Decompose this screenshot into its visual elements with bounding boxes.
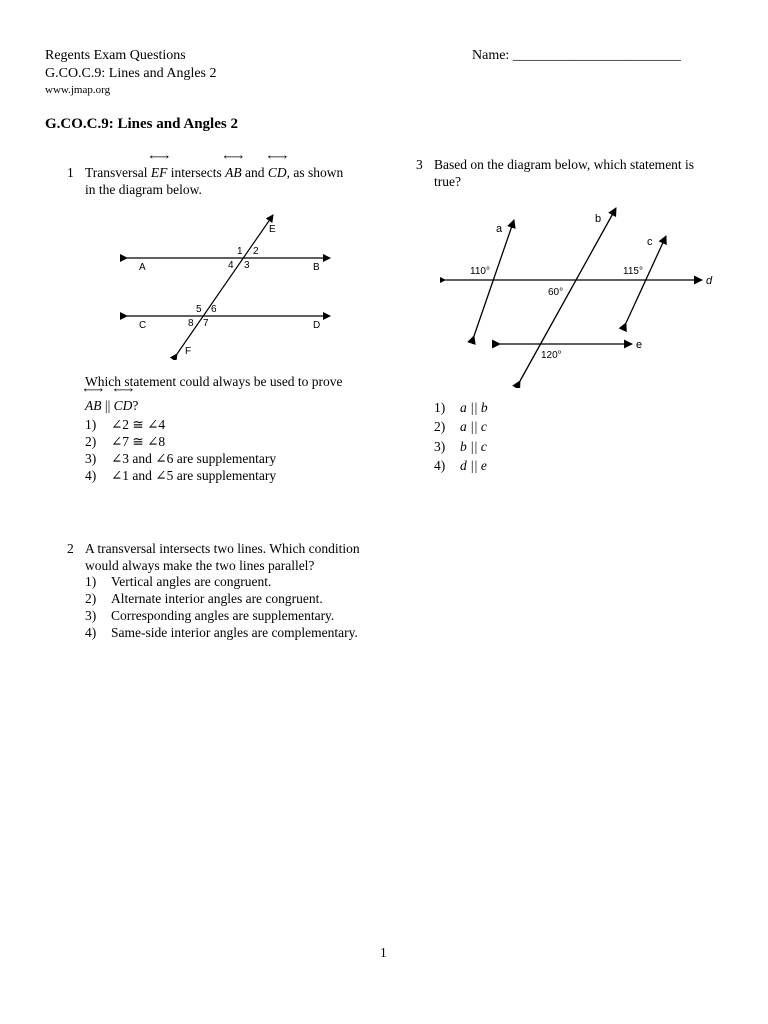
q1-text-a: Transversal bbox=[85, 165, 148, 180]
q3-stem-line1: Based on the diagram below, which statement is bbox=[434, 157, 695, 172]
angle-6: 6 bbox=[211, 304, 217, 315]
q3-choice-4-num: 4) bbox=[434, 458, 446, 473]
q2-choice-2-text: Alternate interior angles are congruent. bbox=[111, 591, 323, 606]
q2-stem-line1: A transversal intersects two lines. Which condition bbox=[85, 541, 360, 556]
q2-choice-4-text: Same-side interior angles are complementary. bbox=[111, 625, 358, 640]
label-D: D bbox=[313, 320, 321, 331]
angle-120: 120° bbox=[541, 350, 562, 361]
q1-line-cd: ⟷ CD bbox=[268, 164, 287, 181]
page-title: G.CO.C.9: Lines and Angles 2 bbox=[45, 116, 238, 132]
q2-stem-line2: would always make the two lines parallel? bbox=[85, 558, 315, 573]
q1-choice-2-num: 2) bbox=[85, 434, 97, 449]
q3-stem-line2: true? bbox=[434, 174, 461, 189]
q3-choice-1-text: a || b bbox=[460, 400, 488, 415]
q3-choice-3-num: 3) bbox=[434, 439, 446, 454]
q2-choice-4-num: 4) bbox=[85, 625, 97, 640]
angle-110: 110° bbox=[470, 266, 490, 277]
q2-choice-2[interactable] bbox=[85, 590, 323, 607]
q1-choice-3-num: 3) bbox=[85, 451, 97, 466]
q3-choice-1[interactable] bbox=[434, 399, 488, 416]
q1-choice-1-text: ∠2 ≅ ∠4 bbox=[111, 417, 166, 432]
angle-8: 8 bbox=[188, 318, 194, 329]
q1-stem-line2: in the diagram below. bbox=[85, 182, 202, 197]
q1-prompt-ab: ⟷ AB bbox=[85, 397, 102, 414]
page-number: 1 bbox=[380, 945, 387, 960]
q2-choice-1-text: Vertical angles are congruent. bbox=[111, 574, 272, 589]
q2-choice-3-num: 3) bbox=[85, 608, 97, 623]
label-a: a bbox=[496, 223, 503, 235]
q2-choice-1[interactable] bbox=[85, 573, 271, 590]
angle-4: 4 bbox=[228, 260, 234, 271]
angle-5: 5 bbox=[196, 304, 202, 315]
q3-choice-2-text: a || c bbox=[460, 419, 487, 434]
q3-choice-4-text: d || e bbox=[460, 458, 487, 473]
angle-1: 1 bbox=[237, 246, 243, 257]
q2-choice-3-text: Corresponding angles are supplementary. bbox=[111, 608, 335, 623]
label-e: e bbox=[636, 339, 643, 351]
q3-number: 3 bbox=[416, 157, 423, 172]
label-F: F bbox=[185, 346, 192, 357]
angle-60: 60° bbox=[548, 287, 564, 298]
q1-choice-3-text: ∠3 and ∠6 are supplementary bbox=[111, 451, 277, 466]
header-line1: Regents Exam Questions bbox=[45, 48, 186, 63]
q1-choice-2[interactable] bbox=[85, 433, 165, 450]
q1-choice-3[interactable] bbox=[85, 450, 276, 467]
angle-7: 7 bbox=[203, 318, 209, 329]
label-b: b bbox=[595, 213, 602, 225]
q1-choice-2-text: ∠7 ≅ ∠8 bbox=[111, 434, 166, 449]
label-E: E bbox=[269, 224, 276, 235]
q1-choice-1-num: 1) bbox=[85, 417, 97, 432]
label-c: c bbox=[647, 236, 653, 248]
q1-stem-line1 bbox=[85, 164, 343, 181]
q1-prompt: Which statement could always be used to prove bbox=[85, 374, 343, 389]
q1-line-ef: ⟷ EF bbox=[151, 164, 168, 181]
line-b bbox=[520, 208, 616, 381]
q2-choice-3[interactable] bbox=[85, 607, 334, 624]
q1-diagram bbox=[120, 208, 340, 360]
q1-prompt-qmark: ? bbox=[132, 398, 139, 413]
q3-choice-2-num: 2) bbox=[434, 419, 446, 434]
angle-3: 3 bbox=[244, 260, 250, 271]
q3-choice-2[interactable] bbox=[434, 418, 487, 435]
transversal-ef bbox=[177, 215, 273, 354]
label-C: C bbox=[139, 320, 147, 331]
label-A: A bbox=[139, 262, 146, 273]
q1-number: 1 bbox=[67, 165, 74, 180]
q1-prompt-line2 bbox=[85, 397, 138, 414]
q3-choice-3-text: b || c bbox=[460, 439, 487, 454]
q1-text-b: intersects bbox=[170, 165, 222, 180]
q2-number: 2 bbox=[67, 541, 74, 556]
angle-2: 2 bbox=[253, 246, 259, 257]
q1-choice-4-text: ∠1 and ∠5 are supplementary bbox=[111, 468, 277, 483]
q1-choice-4-num: 4) bbox=[85, 468, 97, 483]
q1-line-ab: ⟷ AB bbox=[225, 164, 242, 181]
q1-choice-1[interactable] bbox=[85, 416, 165, 433]
header-line2: G.CO.C.9: Lines and Angles 2 bbox=[45, 66, 217, 81]
header-url: www.jmap.org bbox=[45, 84, 111, 96]
q1-text-c: and bbox=[244, 165, 265, 180]
q1-choice-4[interactable] bbox=[85, 467, 276, 484]
q3-choice-3[interactable] bbox=[434, 438, 487, 455]
q1-prompt-parallel: || bbox=[104, 398, 111, 413]
q2-choice-1-num: 1) bbox=[85, 574, 97, 589]
q1-prompt-cd: ⟷ CD bbox=[114, 397, 133, 414]
line-a bbox=[474, 220, 514, 336]
q3-diagram bbox=[440, 200, 725, 388]
q2-choice-4[interactable] bbox=[85, 624, 358, 641]
label-B: B bbox=[313, 262, 320, 273]
name-field-label: Name: ________________________ bbox=[472, 48, 681, 63]
q3-choice-1-num: 1) bbox=[434, 400, 446, 415]
q2-choice-2-num: 2) bbox=[85, 591, 97, 606]
q3-choice-4[interactable] bbox=[434, 457, 487, 474]
label-d: d bbox=[706, 275, 713, 287]
q1-text-d: , as shown bbox=[286, 165, 344, 180]
angle-115: 115° bbox=[623, 266, 643, 277]
